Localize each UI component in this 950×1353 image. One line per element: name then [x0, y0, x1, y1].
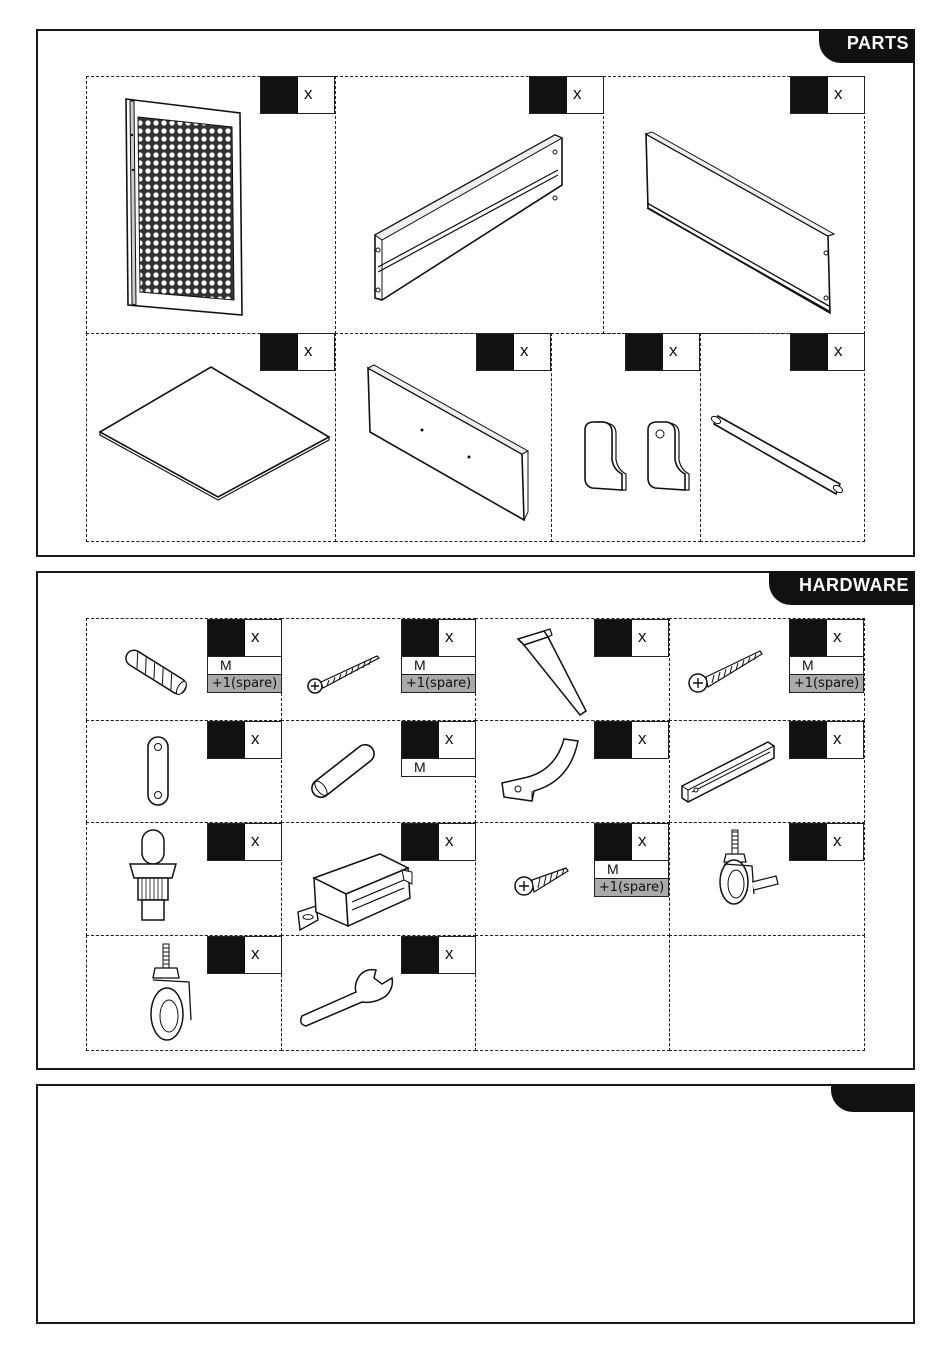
hardware-tab [769, 571, 915, 605]
parts-title: PARTS [846, 33, 909, 53]
rod-support-rail-icon [678, 738, 778, 808]
quantity-box: x [594, 823, 669, 861]
shelf-board-icon [364, 362, 534, 522]
quantity-box: x [790, 333, 865, 371]
hardware-title: HARDWARE [799, 575, 909, 595]
quantity-box: x [789, 619, 864, 657]
quantity-box: x [625, 333, 700, 371]
wood-screw-icon [686, 645, 766, 697]
parts-tab [819, 29, 915, 63]
quantity-box: x [476, 333, 551, 371]
spare-label: +1(spare) [207, 675, 282, 693]
hanging-rod-icon [712, 412, 847, 500]
quantity-box: x [594, 619, 669, 657]
spare-label: +1(spare) [594, 879, 669, 897]
quantity-box: x [207, 823, 282, 861]
quantity-box: x [594, 721, 669, 759]
quantity-box: x [401, 721, 476, 759]
size-label: M [401, 759, 476, 777]
allen-key-icon [512, 625, 592, 717]
quantity-box: x [789, 823, 864, 861]
quantity-box: x [790, 76, 865, 114]
quantity-box: x [207, 936, 282, 974]
spare-label: +1(spare) [789, 675, 864, 693]
short-screw-icon [512, 862, 572, 902]
hardware-cell [475, 935, 670, 1051]
caster-wheel-icon [145, 942, 207, 1048]
hardware-cell [669, 935, 865, 1051]
size-label: M [789, 657, 864, 675]
connector-plate-icon [145, 735, 171, 807]
quantity-box: x [260, 333, 335, 371]
tools-tab [831, 1084, 915, 1112]
metal-pin-icon [302, 742, 384, 800]
quantity-box: x [401, 823, 476, 861]
size-label: M [207, 657, 282, 675]
spare-label: +1(spare) [401, 675, 476, 693]
wrench-icon [296, 966, 398, 1032]
quantity-box: x [529, 76, 604, 114]
quantity-box: x [401, 936, 476, 974]
size-label: M [594, 861, 669, 879]
quantity-box: x [260, 76, 335, 114]
quantity-box: x [401, 619, 476, 657]
quantity-box: x [789, 721, 864, 759]
long-screw-icon [305, 650, 385, 698]
magnetic-catch-icon [296, 850, 414, 932]
wood-dowel-icon [116, 645, 196, 700]
back-panel-icon [98, 365, 333, 500]
grooved-board-icon [640, 128, 840, 318]
brake-caster-icon [712, 828, 782, 920]
tools-panel [36, 1084, 915, 1324]
size-label: M [401, 657, 476, 675]
curved-bracket-icon [498, 735, 582, 807]
bracket-blocks-icon [580, 418, 695, 496]
quantity-box: x [207, 721, 282, 759]
door-panel-icon [120, 95, 250, 320]
cam-lock-icon [124, 828, 182, 924]
grooved-rail-icon [370, 130, 570, 315]
quantity-box: x [207, 619, 282, 657]
